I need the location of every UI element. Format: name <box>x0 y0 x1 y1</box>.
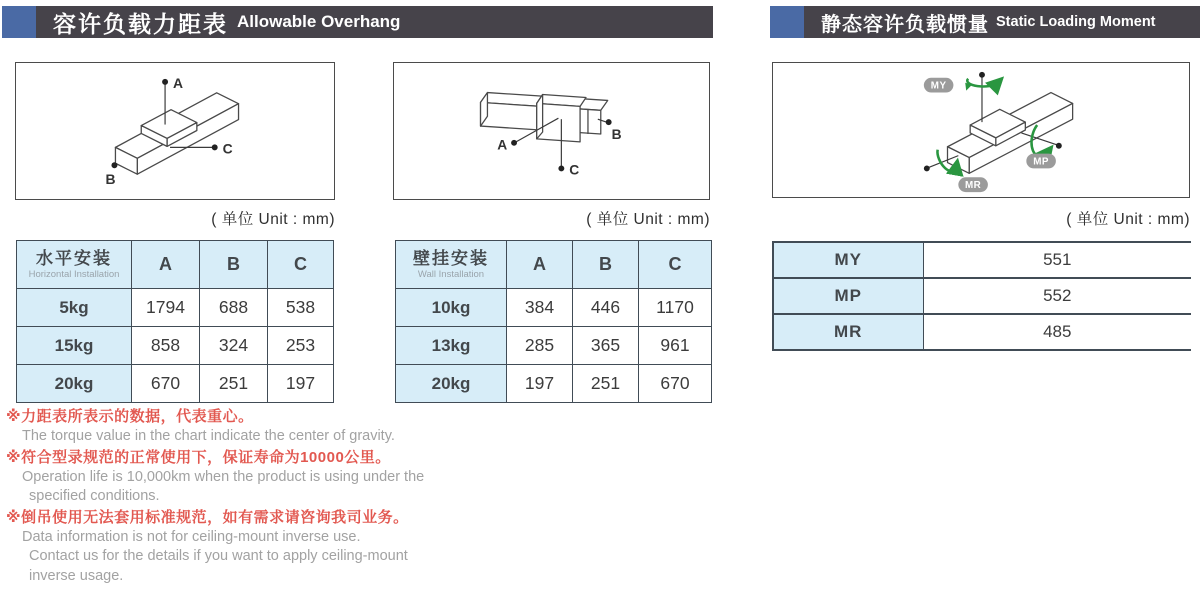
note-en: The torque value in the chart indicate the center of gravity. <box>22 428 395 444</box>
table-row <box>17 365 334 403</box>
mount-type-en: Horizontal Installation <box>28 269 120 280</box>
mp-badge: MP <box>1033 156 1049 168</box>
table-row <box>396 327 712 365</box>
footnotes <box>6 406 486 586</box>
load-cell: 5kg <box>17 289 132 327</box>
point-c-dot <box>558 165 564 171</box>
section-title-en: Allowable Overhang <box>237 12 401 31</box>
label-c: C <box>569 162 580 178</box>
wall-installation-table <box>395 240 712 403</box>
note-zh: ※符合型录规范的正常使用下，保证寿命为10000公里。 <box>6 448 391 466</box>
label-b: B <box>105 171 116 188</box>
table-row <box>773 278 1191 314</box>
table-header-row <box>17 241 334 289</box>
blue-accent-square <box>2 6 36 38</box>
note-en: Contact us for the details if you want to apply ceiling-mount <box>29 548 408 564</box>
moment-value-cell: 551 <box>923 242 1191 278</box>
section-title-en: Static Loading Moment <box>996 14 1156 30</box>
unit-label: ( 单位 Unit : mm) <box>586 211 710 228</box>
mount-type-header <box>396 241 507 289</box>
table-row <box>396 289 712 327</box>
mr-badge: MR <box>964 180 982 192</box>
load-cell: 20kg <box>17 365 132 403</box>
value-cell: 688 <box>200 289 268 327</box>
table-row <box>17 289 334 327</box>
static-moment-diagram <box>772 62 1190 198</box>
load-cell: 13kg <box>396 327 507 365</box>
value-cell: 365 <box>573 327 639 365</box>
my-axis-dot <box>979 72 985 78</box>
value-cell: 197 <box>507 365 573 403</box>
point-c-dot <box>212 144 218 150</box>
value-cell: 197 <box>268 365 334 403</box>
value-cell: 1170 <box>639 289 712 327</box>
value-cell: 285 <box>507 327 573 365</box>
moment-value-cell: 485 <box>923 314 1191 350</box>
moment-label-cell: MY <box>773 242 923 278</box>
column-c-header: C <box>268 241 334 289</box>
value-cell: 670 <box>639 365 712 403</box>
mount-type-zh: 水平安装 <box>36 249 112 268</box>
point-b-dot <box>606 119 612 125</box>
moment-value-cell: 552 <box>923 278 1191 314</box>
mount-type-zh: 壁挂安装 <box>413 249 489 268</box>
note-en: specified conditions. <box>29 488 160 504</box>
value-cell: 384 <box>507 289 573 327</box>
column-c-header: C <box>639 241 712 289</box>
value-cell: 446 <box>573 289 639 327</box>
mount-type-header <box>17 241 132 289</box>
load-cell: 20kg <box>396 365 507 403</box>
value-cell: 670 <box>132 365 200 403</box>
table-row <box>773 314 1191 350</box>
section-title-zh: 静态容许负载惯量 <box>821 13 989 36</box>
value-cell: 324 <box>200 327 268 365</box>
point-a-dot <box>162 79 168 85</box>
column-b-header: B <box>573 241 639 289</box>
column-a-header: A <box>507 241 573 289</box>
moment-label-cell: MR <box>773 314 923 350</box>
value-cell: 538 <box>268 289 334 327</box>
value-cell: 858 <box>132 327 200 365</box>
label-a: A <box>173 74 184 91</box>
note-en: Data information is not for ceiling-mount inverse use. <box>22 528 361 545</box>
section-title-zh: 容许负载力距表 <box>53 10 228 37</box>
my-badge: MY <box>930 80 947 92</box>
value-cell: 251 <box>573 365 639 403</box>
note-zh: ※力距表所表示的数据，代表重心。 <box>6 408 254 425</box>
header-bar <box>36 6 713 38</box>
static-moment-table <box>772 241 1191 351</box>
blue-accent-square <box>770 6 804 38</box>
allowable-overhang-header <box>2 6 713 38</box>
static-loading-moment-header <box>770 6 1200 38</box>
horizontal-installation-diagram <box>15 62 335 200</box>
horizontal-installation-table <box>16 240 334 403</box>
unit-label: ( 单位 Unit : mm) <box>1066 211 1190 228</box>
point-b-dot <box>111 162 117 168</box>
header-bar <box>804 6 1200 38</box>
value-cell: 1794 <box>132 289 200 327</box>
moment-axes-drawing <box>773 63 1189 197</box>
table-header-row <box>396 241 712 289</box>
rail-isometric-drawing <box>16 63 334 199</box>
note-zh: ※倒吊使用无法套用标准规范，如有需求请咨询我司业务。 <box>6 508 409 526</box>
wall-installation-diagram <box>393 62 710 200</box>
mr-axis-dot <box>924 165 930 171</box>
mp-axis-dot <box>1056 143 1062 149</box>
value-cell: 251 <box>200 365 268 403</box>
label-b: B <box>611 126 622 142</box>
table-row <box>17 327 334 365</box>
load-cell: 10kg <box>396 289 507 327</box>
point-a-dot <box>511 140 517 146</box>
column-b-header: B <box>200 241 268 289</box>
table-row <box>773 242 1191 278</box>
label-a: A <box>497 137 508 153</box>
moment-label-cell: MP <box>773 278 923 314</box>
note-en: inverse usage. <box>29 567 124 584</box>
rail-side-drawing <box>394 63 709 199</box>
unit-label: ( 单位 Unit : mm) <box>211 211 335 228</box>
label-c: C <box>222 140 233 157</box>
mount-type-en: Wall Installation <box>417 269 485 280</box>
note-en: Operation life is 10,000km when the product is using under the <box>22 468 425 485</box>
column-a-header: A <box>132 241 200 289</box>
table-row <box>396 365 712 403</box>
value-cell: 961 <box>639 327 712 365</box>
load-cell: 15kg <box>17 327 132 365</box>
value-cell: 253 <box>268 327 334 365</box>
